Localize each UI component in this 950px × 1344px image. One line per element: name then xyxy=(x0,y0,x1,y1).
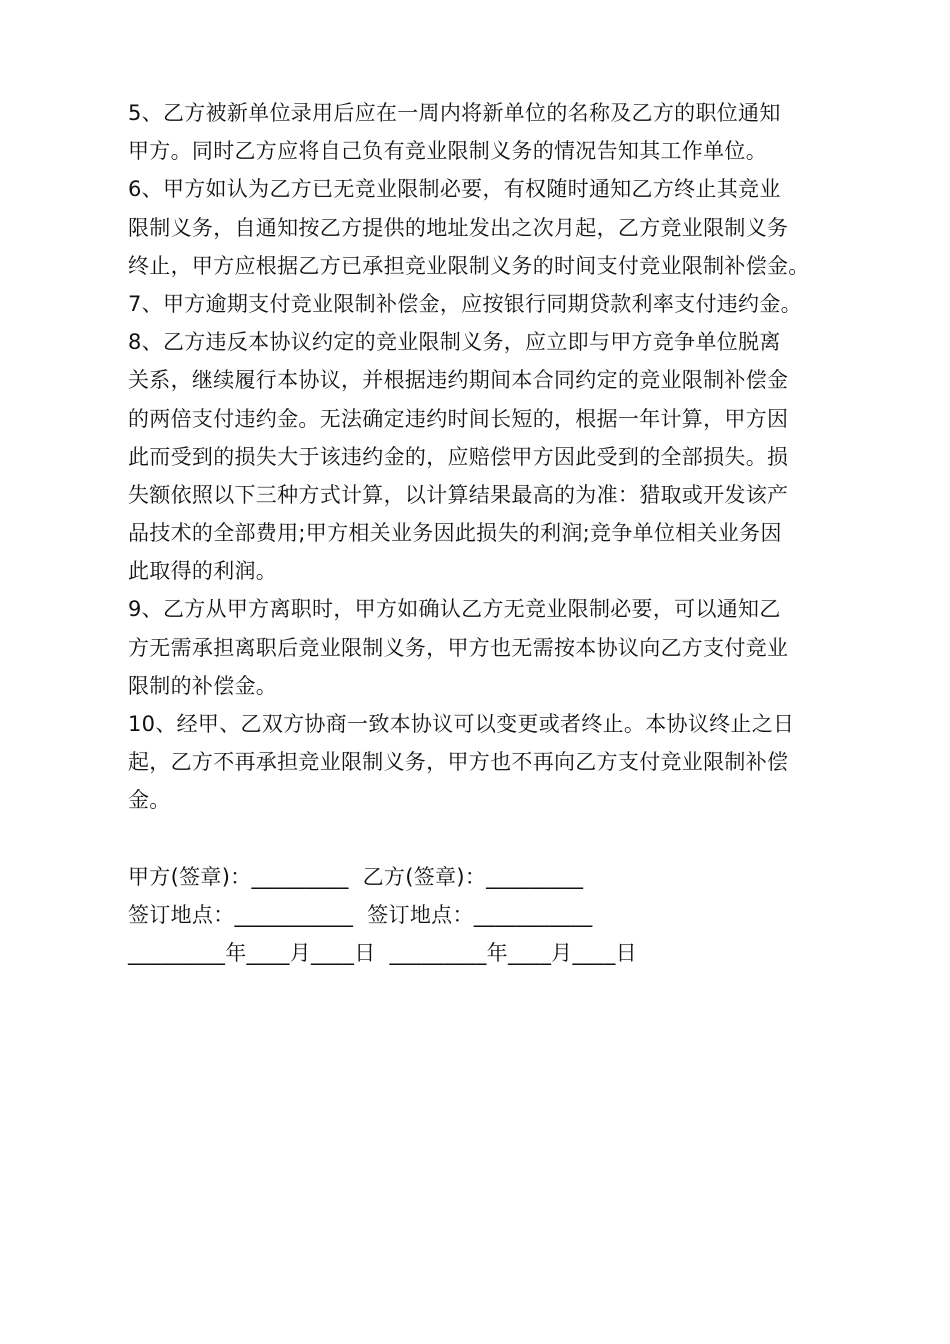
clause-line: 8、乙方违反本协议约定的竞业限制义务，应立即与甲方竞争单位脱离 xyxy=(128,330,781,355)
clause-line: 限制义务，自通知按乙方提供的地址发出之次月起，乙方竞业限制义务 xyxy=(128,215,789,240)
clause-line: 限制的补偿金。 xyxy=(128,673,278,698)
clause-line: 此而受到的损失大于该违约金的，应赔偿甲方因此受到的全部损失。损 xyxy=(128,444,789,469)
clause-7 xyxy=(128,285,848,323)
clause-line: 关系，继续履行本协议，并根据违约期间本合同约定的竞业限制补偿金 xyxy=(128,368,789,393)
signing-date-line: _________年____月____日 _________年____月____日 xyxy=(128,941,637,965)
clause-line: 起，乙方不再承担竞业限制义务，甲方也不再向乙方支付竞业限制补偿 xyxy=(128,750,789,775)
clause-10 xyxy=(128,705,848,820)
clause-9 xyxy=(128,590,848,705)
clause-line: 金。 xyxy=(128,788,171,813)
clause-8 xyxy=(128,323,848,590)
clause-line: 方无需承担离职后竞业限制义务，甲方也无需按本协议向乙方支付竞业 xyxy=(128,635,789,660)
agreement-clauses xyxy=(128,94,848,820)
clause-line: 终止，甲方应根据乙方已承担竞业限制义务的时间支付竞业限制补偿金。 xyxy=(128,253,810,278)
clause-line: 的两倍支付违约金。无法确定违约时间长短的，根据一年计算，甲方因 xyxy=(128,406,789,431)
signature-block xyxy=(128,858,848,972)
clause-line: 5、乙方被新单位录用后应在一周内将新单位的名称及乙方的职位通知 xyxy=(128,101,781,125)
clause-line: 10、经甲、乙双方协商一致本协议可以变更或者终止。本协议终止之日 xyxy=(128,712,795,736)
clause-line: 6、甲方如认为乙方已无竞业限制必要，有权随时通知乙方终止其竞业 xyxy=(128,177,781,202)
clause-5 xyxy=(128,94,848,170)
clause-line: 甲方。同时乙方应将自己负有竞业限制义务的情况告知其工作单位。 xyxy=(128,139,767,164)
signing-place-line: 签订地点：___________ 签订地点：___________ xyxy=(128,903,593,927)
clause-line: 失额依照以下三种方式计算，以计算结果最高的为准：猎取或开发该产 xyxy=(128,482,789,507)
clause-line: 7、甲方逾期支付竞业限制补偿金，应按银行同期贷款利率支付违约金。 xyxy=(128,291,802,316)
clause-6 xyxy=(128,170,848,285)
clause-line: 品技术的全部费用;甲方相关业务因此损失的利润;竞争单位相关业务因 xyxy=(128,521,782,546)
clause-line: 9、乙方从甲方离职时，甲方如确认乙方无竞业限制必要，可以通知乙 xyxy=(128,597,781,622)
clause-line: 此取得的利润。 xyxy=(128,559,278,584)
signature-party-line: 甲方(签章)：_________ 乙方(签章)：_________ xyxy=(128,865,584,889)
